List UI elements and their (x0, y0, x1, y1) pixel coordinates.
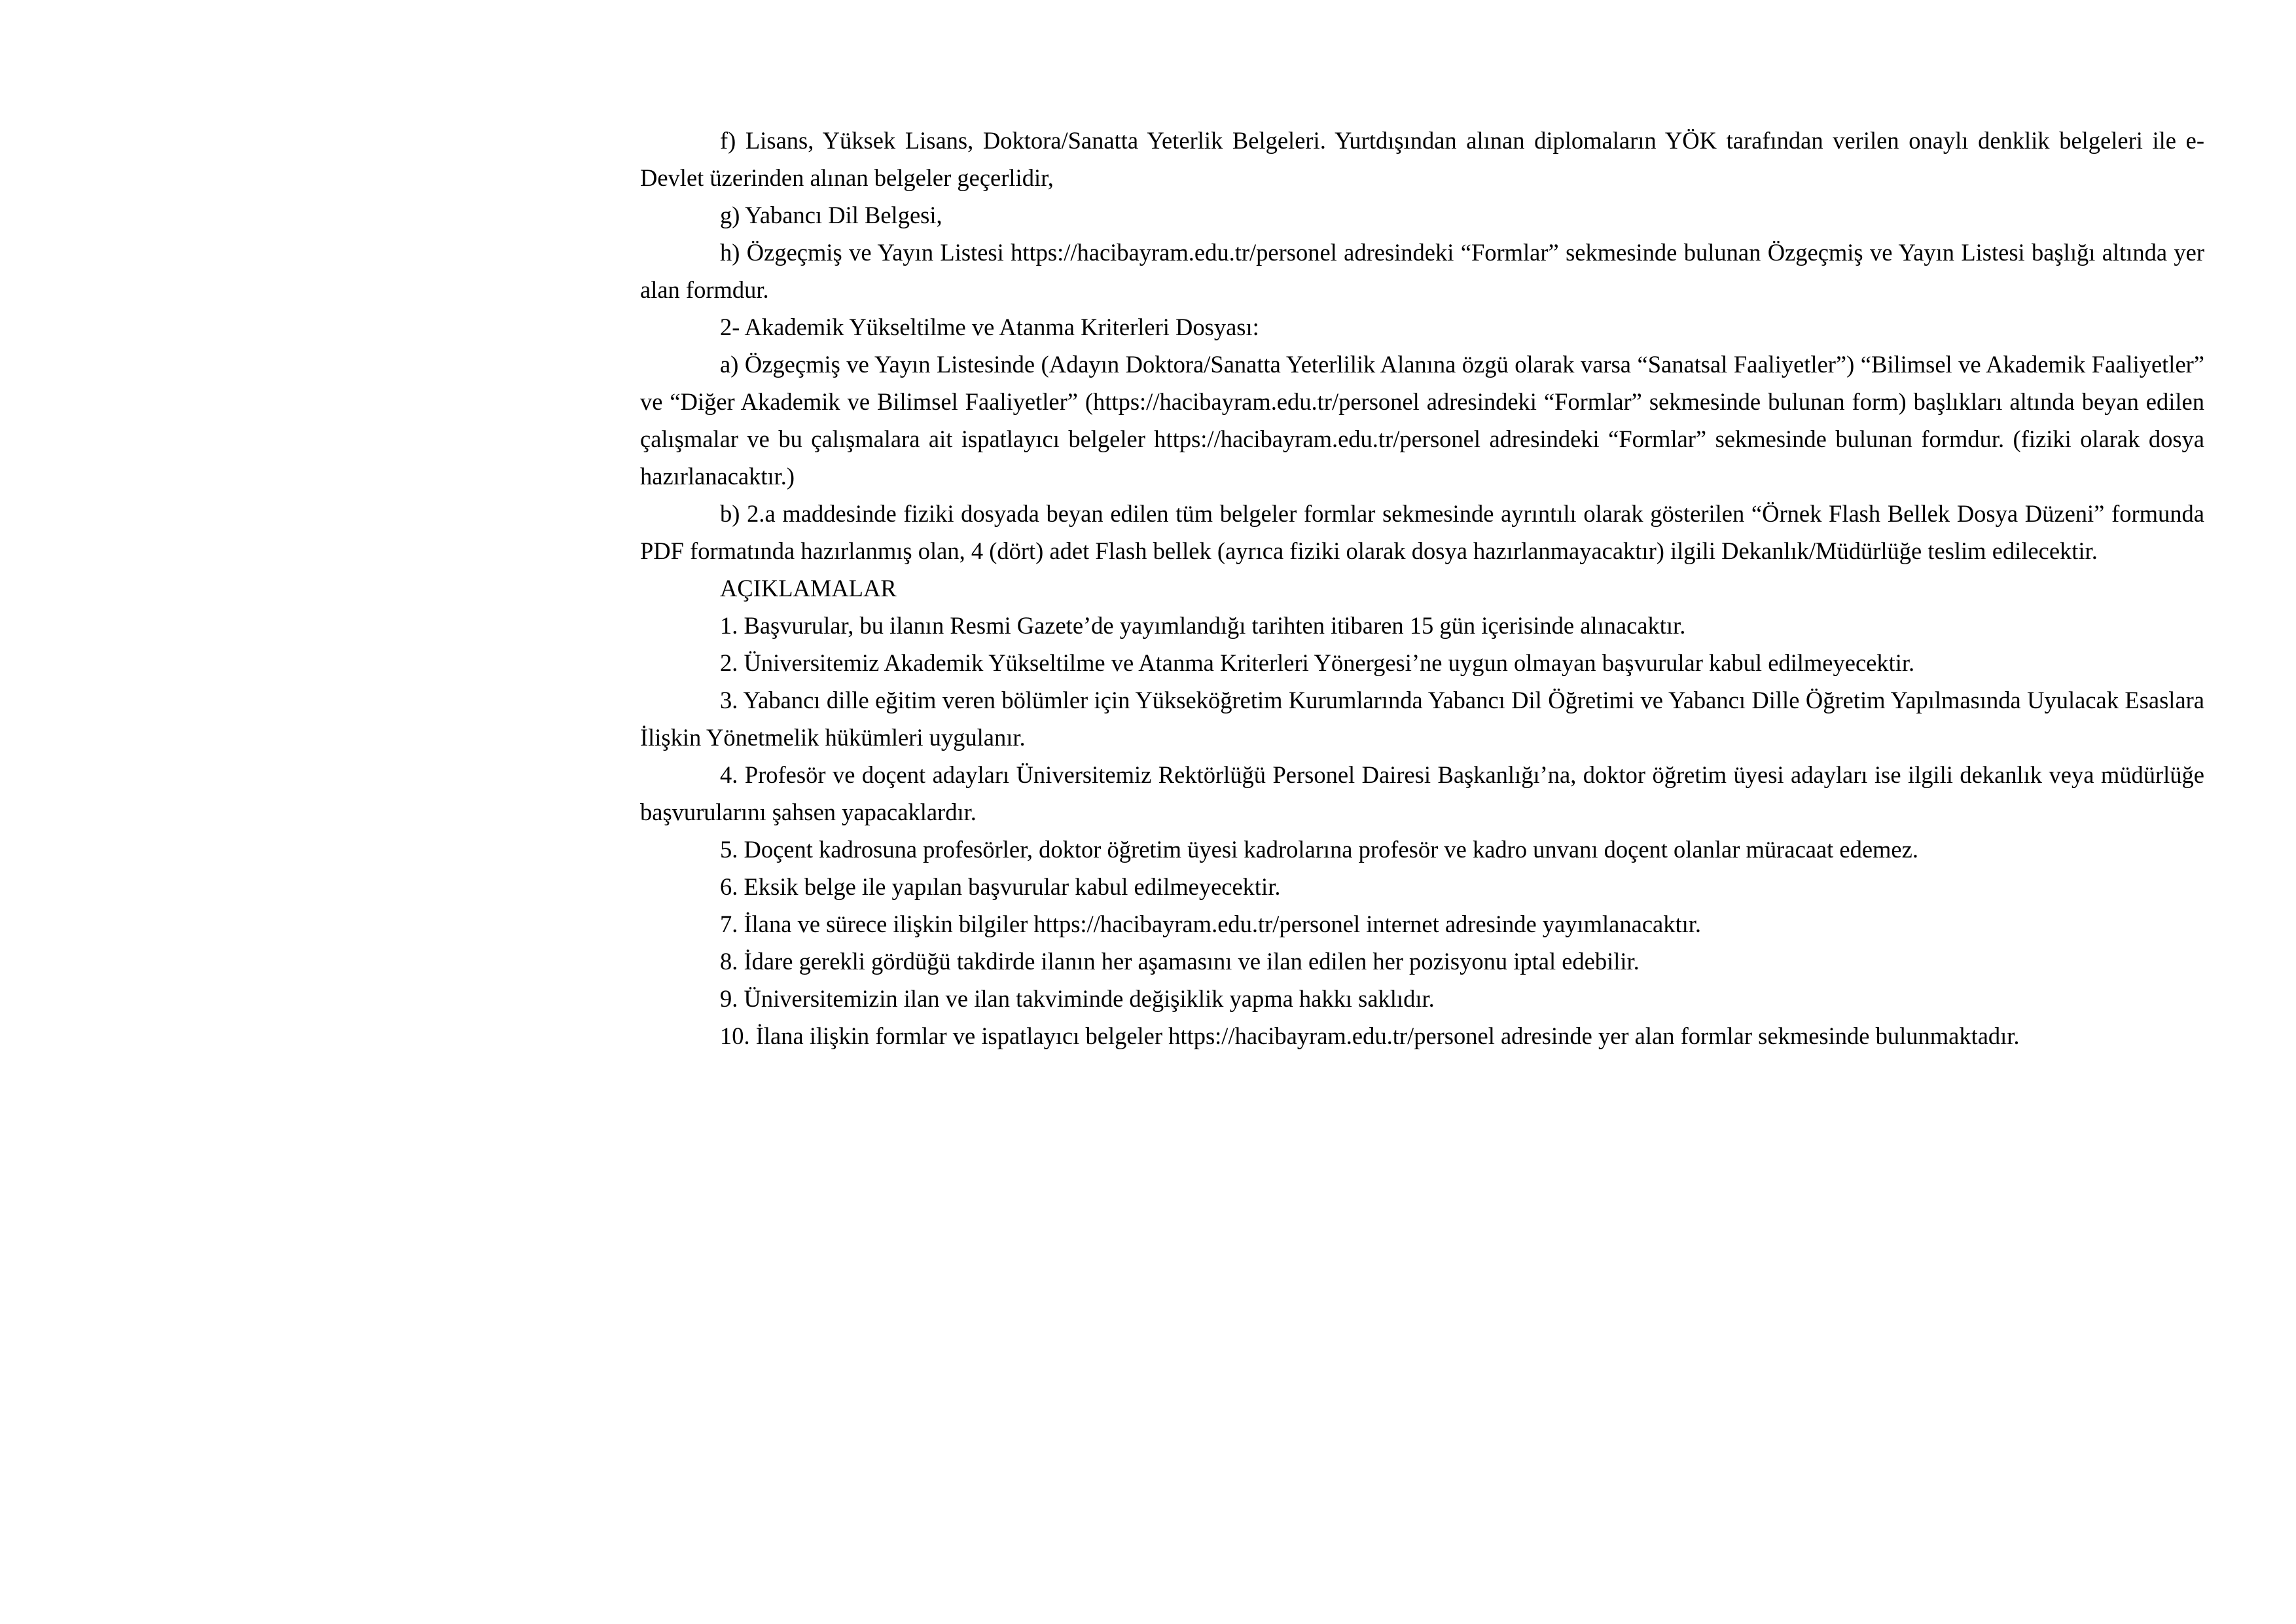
item-f-diplomas: f) Lisans, Yüksek Lisans, Doktora/Sanatta Yeterlik Belgeleri. Yurtdışından alınan diplomaların YÖK tarafından verilen onaylı denklik belgeleri ile e-Devlet üzerinden alınan belgeler geçerlidir, (640, 127, 2204, 191)
note-7-announcement-info: 7. İlana ve sürece ilişkin bilgiler https://hacibayram.edu.tr/personel internet adresinde yayımlanacaktır. (720, 911, 1702, 937)
section-heading-criteria-file: 2- Akademik Yükseltilme ve Atanma Kriterleri Dosyası: (720, 314, 1259, 340)
note-8-cancellation-right: 8. İdare gerekli gördüğü takdirde ilanın her aşamasını ve ilan edilen her pozisyonu iptal edebilir. (720, 948, 1640, 975)
note-6-missing-documents: 6. Eksik belge ile yapılan başvurular kabul edilmeyecektir. (720, 873, 1281, 900)
document-body (640, 122, 2204, 1055)
note-5-ineligible-applicants: 5. Doçent kadrosuna profesörler, doktor öğretim üyesi kadrolarına profesör ve kadro unvanı doçent olanlar müracaat edemez. (720, 836, 1918, 863)
note-3-foreign-language-education: 3. Yabancı dille eğitim veren bölümler için Yükseköğretim Kurumlarında Yabancı Dil Öğretimi ve Yabancı Dille Öğretim Yapılmasında Uyulacak Esaslara İlişkin Yönetmelik hükümleri uygulanır. (640, 687, 2204, 751)
item-b-flash-drive: b) 2.a maddesinde fiziki dosyada beyan edilen tüm belgeler formlar sekmesinde ayrıntılı olarak gösterilen “Örnek Flash Bellek Dosya Düzeni” formunda PDF formatında hazırlanmış olan, 4 (dört) adet Flash bellek (ayrıca fiziki olarak dosya hazırlanmayacaktır) ilgili Dekanlık/Müdürlüğe teslim edilecektir. (640, 500, 2204, 564)
item-a-cv-activities: a) Özgeçmiş ve Yayın Listesinde (Adayın Doktora/Sanatta Yeterlilik Alanına özgü olarak varsa “Sanatsal Faaliyetler”) “Bilimsel ve Akademik Faaliyetler” ve “Diğer Akademik ve Bilimsel Faaliyetler” (https://hacibayram.edu.tr/personel adresindeki “Formlar” sekmesinde bulunan form) başlıkları altında beyan edilen çalışmalar ve bu çalışmalara ait ispatlayıcı belgeler https://hacibayram.edu.tr/personel adresindeki “Formlar” sekmesinde bulunan formdur. (fiziki olarak dosya hazırlanacaktır.) (640, 351, 2204, 490)
note-4-application-in-person: 4. Profesör ve doçent adayları Üniversitemiz Rektörlüğü Personel Dairesi Başkanlığı’na, doktor öğretim üyesi adayları ise ilgili dekanlık veya müdürlüğe başvurularını şahsen yapacaklardır. (640, 761, 2204, 825)
section-heading-explanations: AÇIKLAMALAR (720, 575, 897, 602)
note-1-application-period: 1. Başvurular, bu ilanın Resmi Gazete’de yayımlandığı tarihten itibaren 15 gün içerisinde alınacaktır. (720, 612, 1686, 639)
item-g-language-certificate: g) Yabancı Dil Belgesi, (720, 202, 942, 228)
note-2-criteria-compliance: 2. Üniversitemiz Akademik Yükseltilme ve Atanma Kriterleri Yönergesi’ne uygun olmayan başvurular kabul edilmeyecektir. (720, 649, 1915, 676)
note-9-schedule-changes: 9. Üniversitemizin ilan ve ilan takviminde değişiklik yapma hakkı saklıdır. (720, 985, 1435, 1012)
note-10-forms-location: 10. İlana ilişkin formlar ve ispatlayıcı belgeler https://hacibayram.edu.tr/personel adresinde yer alan formlar sekmesinde bulunmaktadır. (720, 1022, 2020, 1049)
item-h-cv-publication-list: h) Özgeçmiş ve Yayın Listesi https://hacibayram.edu.tr/personel adresindeki “Formlar” sekmesinde bulunan Özgeçmiş ve Yayın Listesi başlığı altında yer alan formdur. (640, 239, 2204, 303)
